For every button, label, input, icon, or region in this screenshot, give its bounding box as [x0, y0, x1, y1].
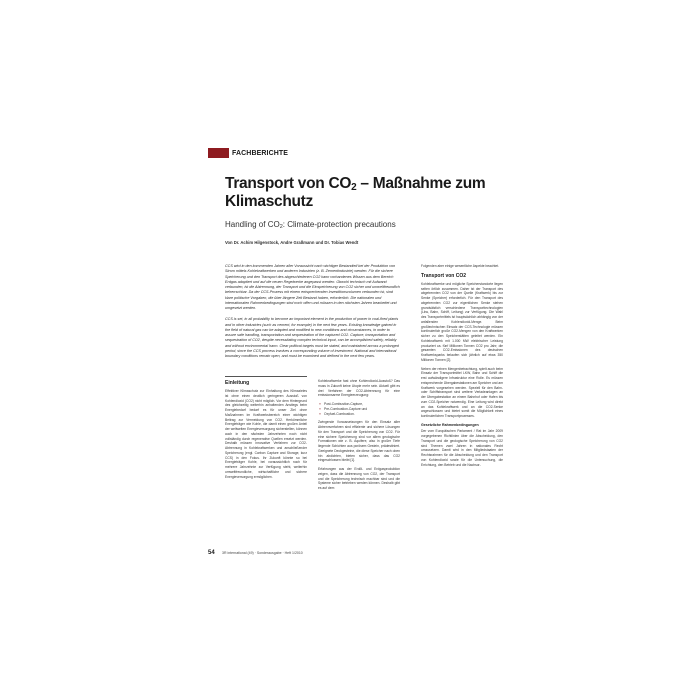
subtitle-part-2: : Climate-protection precautions — [282, 220, 396, 229]
subtitle-subscript: 2 — [279, 224, 283, 230]
section-heading-einleitung: Einleitung — [225, 380, 250, 386]
section-tag-label: FACHBERICHTE — [232, 149, 289, 157]
body-paragraph: Kohlekraftwerke und mögliche Speicherstandorte liegen selten örtlich zusammen. Daher ist der Transport des abgetrennten CO2 von der Quelle (Kraftwerk) bis zur Senke (Speicher) erforderlich. Für den Transport des abgetrennten CO2 zur eigentlichen Senke stehen grundsätzlich verschiedene Transporttechnologien (Lkw, Bahn, Schiff, Leitung) zur Verfügung. Die Wahl des Transportmittels ist hauptsächlich abhängig von der anfallenden Kohlendioxid-Menge. Beim großtechnischen Einsatz der CCS-Technologie müssen kontinuierlich große CO2-Mengen von den Kraftwerken sicher zu den Speicherstätten geleitet werden. Ein Kohlekraftwerk mit 1.000 MW elektrischer Leistung produziert ca. fünf Millionen Tonnen CO2 pro Jahr; die gesamten CO2-Emissionen des deutschen Kraftwerksparks belaufen sich jährlich auf etwa 350 Millionen Tonnen [2]. — [421, 281, 503, 362]
body-column-3 — [421, 264, 503, 471]
title-part-2: – Maßnahme zum Klimaschutz — [225, 175, 486, 210]
body-paragraph: Zwingende Voraussetzungen für den Einsatz aller Abtrennverfahren sind effiziente und sichere Lösungen für den Transport und die Speicherung von CO2. Für eine sichere Speicherung sind vor allem geologische Formationen wie z. B. Aquifere, also in großer Tiefe liegende Schichten aus porösem Gestein, prädestiniert. Geeignete Deckgesteine, die diese Speicher nach oben hin abdichten, bieten sicher, dass das CO2 eingeschlossen bleibt [1]. — [318, 420, 400, 463]
article-authors: Von Dr. Achim Hilgenstock, Andre Graßmann und Dr. Tobias Wendt — [225, 240, 359, 245]
subtitle-part-1: Handling of CO — [225, 220, 280, 229]
abstract — [225, 264, 401, 365]
article-page — [208, 148, 506, 558]
body-column-1 — [225, 376, 307, 483]
article-subtitle — [225, 220, 503, 229]
article-title — [225, 175, 503, 211]
journal-info: 3R international (49) · Sonderausgabe · Heft 1/2010 — [222, 551, 303, 555]
section-tag — [208, 148, 288, 158]
body-column-2 — [318, 379, 400, 495]
abstract-german: CCS wird in den kommenden Jahren aller Voraussicht nach wichtiger Bestandteil bei der Produktion von Strom mittels Kohlekraftwerken und anderen Industrien (z. B. Zementindustrie) werden. Für die sichere Speicherung und den Transport des abgeschiedenen CO2 kann vorhandenes Wissen aus dem Bereich Erdgas adaptiert und auf die neuen Regelwerke angepasst werden. Obwohl technisch mit Aufwand verbunden, ist die Abtrennung, der Transport und die Einspeicherung von CO2 sicher und umweltfreundlich beherrschbar. Da der CCS-Prozess mit einem entsprechenden Investitionsvolumen verbunden ist, sind klare politische Vorgaben, die über längere Zeit Bestand haben, erforderlich. Die nationalen und internationalen Rahmenbedingungen sind noch offen und müssen in den nächsten Jahren bearbeitet und umgesetzt werden. — [225, 264, 400, 310]
list-item: » Pre-Combustion-Capture und — [324, 407, 400, 412]
title-subscript: 2 — [351, 182, 357, 193]
body-paragraph: Effektiver Klimaschutz zur Einhaltung des Klimazieles ist ohne einen deutlich geringeren Ausstoß von Kohlendioxid (CO2) nicht möglich. Vor dem Hintergrund des gleichzeitig weiterhin anhaltenden Anstiegs beim Energiebedarf bedarf es für unser Ziel ohne Maßnahmen im Kraftwerksbereich einer wichtigen Beitrag zur Vermeidung von CO2. Herkömmliche Energieträger wie Kohle, die damit einen großen Anteil der weltweiten Energieversorgung sicherstellen, können auch in den nächsten Jahrzehnten noch nicht vollständig durch regenerative Quellen ersetzt werden. Deshalb müssen innovative Verfahren zur CO2-Abtrennung in Kohlekraftwerken und anschließender Speicherung (engl. Carbon Capture and Storage, kurz CCS) in den Fokus. Ihr Zukunft könnte so bei Energieträger Kohle, bei voraussichtlich noch für mehrere Jahrzehnte zur Verfügung steht, weiterhin umweltfreundliche, wirtschaftliche und sichere Energieversorgung ermöglichen. — [225, 389, 307, 479]
title-part-1: Transport von CO — [225, 175, 352, 192]
body-paragraph: Neben der reinen Mengenbetrachtung, spielt auch beim Einsatz der Transportmittel LKW, Bahn und Schiff die erst aufwändigere Infrastruktur eine Rolle. Es müssen entsprechende Übergabestationen am Speicher und am Kraftwerk vorgesehen werden. Speziell für den Bahn- oder Schiffstransport sind weitere Verladeanlagen an der Übergabestation an einem Bahnhof oder Hafen bis zum CO2-Speicher notwendig. Eine Leitung wird direkt an das Kohlekraftwerk und an die CO2-Senke angeschlossen und bietet somit die Möglichkeit eines kontinuierlichen Transportprozesses. — [421, 366, 503, 418]
abstract-english: CCS is set, in all probability to become an important element in the production of power in coal-fired plants and in other industries (such as cement, for example) in the next few years. Existing knowledge gained in the field of natural gas can be adapted and modified to new conditions and circumstances, in order to assure safe handling, transportation and sequestration of the captured CO2. Capture, transportation and sequestration of CO2, despite necessitating complex technical input, can be accomplished safely, reliably and without environmental harm. Clear political targets must be stated, and maintained across a prolonged period, since the CCS process involves a corresponding volume of investment. National and international boundary conditions remain open, and must be examined and defined in the next few years. — [225, 317, 399, 358]
section-heading-transport: Transport von CO2 — [421, 272, 467, 279]
list-item: » Oxyfuel-Combustion. — [324, 412, 400, 417]
capture-methods-list — [318, 402, 400, 416]
section-color-block — [208, 148, 229, 158]
body-paragraph: Erfahrungen aus der Erdöl- und Erdgasproduktion zeigen, dass die Abtrennung von CO2, der Transport und die Speicherung technisch machbar sind und die Systeme sicher betrieben werden können. Deshalb gibt es auf dem — [318, 467, 400, 490]
body-paragraph: Kohlekraftwerke fast ohne Kohlendioxid-Ausstoß? Das muss in Zukunft keine Utopie mehr sein. Aktuell gibt es drei Verfahren der CO2-Abtrennung für eine emissionsarme Energieerzeugung: — [318, 379, 400, 398]
list-item: » Post-Combustion-Capture, — [324, 402, 400, 407]
body-paragraph: Folgenden aber einige wesentliche Aspekte beachtet. — [421, 264, 500, 268]
page-footer — [208, 548, 506, 558]
page-number: 54 — [208, 550, 215, 556]
body-paragraph: Der vom Europäischen Parlament / Rat im Jahr 2009 vorgegebenen Richtlinien über die Abscheidung, den Transport und die geologische Speicherung von CO2 sind Themen zwei Jahren in nationales Recht umzusetzen. Damit wird in den Mitgliedstaaten der Rechtsrahmen für die Abscheidung und den Transport von Kohlendioxid sowie für die Untersuchung, die Errichtung, den Betrieb und die Nachsor- — [421, 429, 503, 467]
subheading-rahmenbedingungen: Gesetzliche Rahmenbedingungen — [421, 422, 479, 427]
